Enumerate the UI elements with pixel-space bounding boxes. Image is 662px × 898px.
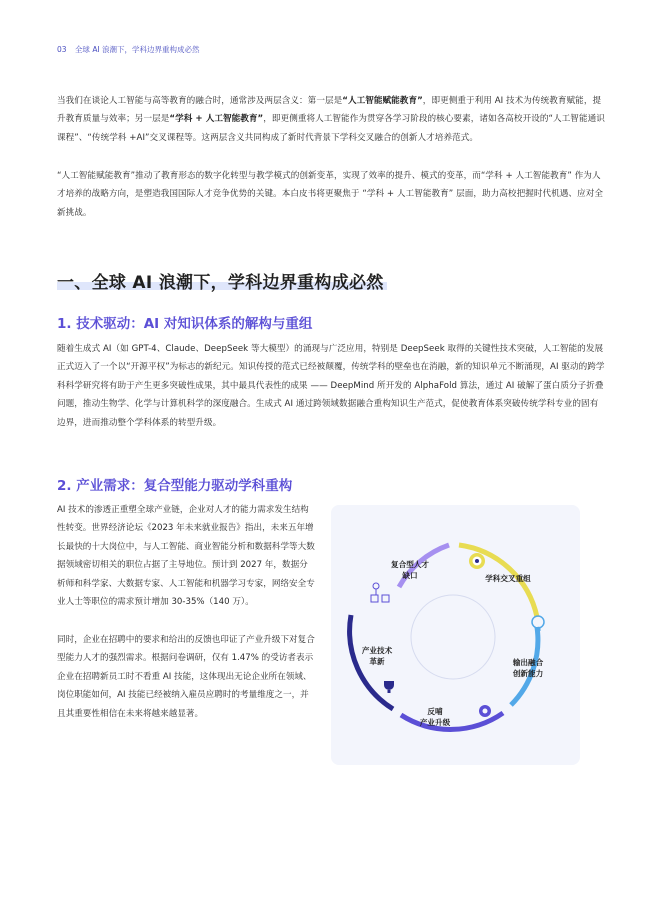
page-header bbox=[57, 44, 200, 55]
lightbulb-icon bbox=[532, 616, 544, 631]
subsection-2-paragraph-2: 同时，企业在招聘中的要求和给出的反馈也印证了产业升级下对复合型能力人才的强烈需求。根据问卷调研，仅有 1.47% 的受访者表示企业在招聘新员工时不看重 AI 技能，这体现出无论企业所在领域、岗位职能如何，AI 技能已经被纳入雇员应聘时的考量维度之一，并且其重要性相信在未来将越来越显著。 bbox=[57, 635, 315, 719]
intro-paragraph-1: 当我们在谈论人工智能与高等教育的融合时，通常涉及两层含义：第一层是“人工智能赋能教育”，即更侧重于利用 AI 技术为传统教育赋能，提升教育质量与效率；另一层是“学科 + 人工智能教育”，即更侧重将人工智能作为贯穿各学习阶段的核心要素，诸如各高校开设的“人工智能通识课程”、“传统学科 +AI”交叉课程等。这两层含义共同构成了新时代背景下学科交叉融合的创新人才培养范式。 bbox=[57, 96, 605, 143]
label-innovation-output-1: 输出融合 bbox=[512, 658, 544, 667]
cycle-diagram-svg bbox=[331, 505, 580, 765]
page-number: 03 bbox=[57, 45, 67, 54]
bold-term-1: “人工智能赋能教育” bbox=[342, 96, 423, 106]
label-innovation-output-2: 创新能力 bbox=[512, 669, 544, 678]
label-industry-upgrade-1: 反哺 bbox=[427, 707, 443, 716]
people-network-icon bbox=[371, 583, 389, 602]
label-talent-gap-1: 复合型人才 bbox=[391, 560, 429, 569]
intro-paragraph-2: “人工智能赋能教育”推动了教育形态的数字化转型与教学模式的创新变革，实现了效率的提升、模式的变革，而“学科 + 人工智能教育” 作为人才培养的战略方向，是塑造我国国际人才竞争优势的关键。本白皮书将更聚焦于 “学科 + 人工智能教育” 层面，助力高校把握时代机遇、应对全新挑战。 bbox=[57, 171, 604, 218]
label-tech-innovation-2: 革新 bbox=[369, 657, 385, 666]
label-industry-upgrade-2: 产业升级 bbox=[419, 718, 451, 727]
subsection-2-title: 2. 产业需求：复合型能力驱动学科重构 bbox=[57, 478, 293, 494]
label-cross-discipline: 学科交叉重组 bbox=[485, 574, 531, 583]
section-heading: 一、全球 AI 浪潮下，学科边界重构成必然 bbox=[57, 273, 384, 293]
inner-circle bbox=[411, 595, 495, 679]
target-icon bbox=[469, 553, 485, 569]
cycle-diagram bbox=[331, 505, 580, 765]
running-title: 全球 AI 浪潮下，学科边界重构成必然 bbox=[74, 45, 200, 54]
gear-icon bbox=[479, 705, 491, 717]
subsection-2-paragraph-1: AI 技术的渗透正重塑全球产业链，企业对人才的能力需求发生结构性转变。世界经济论坛《2023 年未来就业报告》指出，未来五年增长最快的十大岗位中，与人工智能、商业智能分析和数据科学等大数据领域密切相关的职位占据了主导地位。预计到 2027 年，数据分析师和科学家、大数据专家、人工智能和机器学习专家，网络安全专业人士等职位的需求预计增加 30-35%（140 万）。 bbox=[57, 505, 315, 608]
subsection-1-title: 1. 技术驱动：AI 对知识体系的解构与重组 bbox=[57, 316, 313, 332]
label-talent-gap-2: 缺口 bbox=[402, 571, 418, 580]
bold-term-2: “学科 + 人工智能教育” bbox=[169, 114, 264, 125]
subsection-1-body: 随着生成式 AI（如 GPT-4、Claude、DeepSeek 等大模型）的涌现与广泛应用，特别是 DeepSeek 取得的关键性技术突破，人工智能的发展正式迈入了一个以“开源平权”为标志的新纪元。知识传授的范式已经被颠覆，传统学科的壁垒也在消融，新的知识单元不断涌现，AI 驱动的跨学科科学研究将有助于产生更多突破性成果，其中最具代表性的成果 —— DeepMind 所开发的 AlphaFold 算法，通过 AI 破解了蛋白质分子折叠问题，推动生物学、化学与计算机科学的深度融合。生成式 AI 通过跨领域数据融合重构知识生产范式，促使教育体系突破传统学科专业的固有边界，进而推动整个学科体系的转型升级。 bbox=[57, 344, 605, 428]
trophy-icon bbox=[384, 681, 394, 693]
label-tech-innovation-1: 产业技术 bbox=[361, 646, 393, 655]
